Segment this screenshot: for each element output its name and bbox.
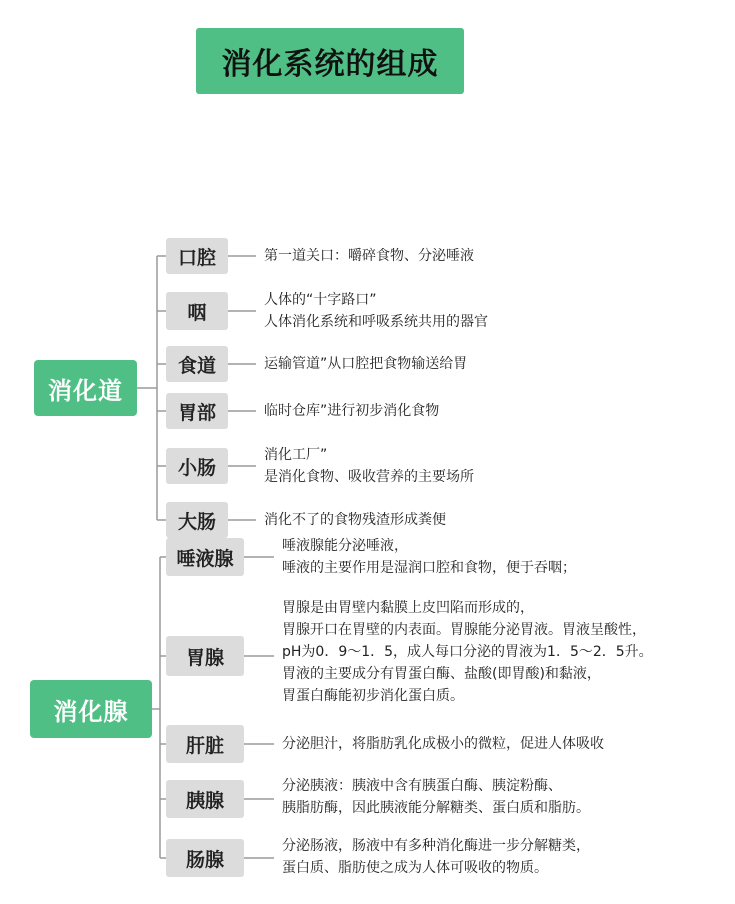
desc-pharynx [264, 289, 488, 333]
desc-gastric-gland [282, 597, 653, 707]
node-small-intestine: 小肠 [166, 448, 228, 484]
node-esophagus: 食道 [166, 346, 228, 382]
desc-line: 胃蛋白酶能初步消化蛋白质。 [282, 688, 464, 704]
desc-salivary-gland [282, 535, 576, 579]
desc-line: 人体的“十字路口” [264, 292, 377, 308]
desc-line: 唾液的主要作用是湿润口腔和食物，便于吞咽； [282, 560, 576, 576]
desc-line: 临时仓库”进行初步消化食物 [264, 403, 440, 419]
desc-large-intestine [264, 509, 446, 531]
desc-line: 运输管道”从口腔把食物输送给胃 [264, 356, 468, 372]
desc-oral-cavity [264, 245, 474, 267]
desc-stomach [264, 400, 439, 422]
desc-line: 分泌胰液：胰液中含有胰蛋白酶、胰淀粉酶、 [282, 778, 562, 794]
desc-line: 胃液的主要成分有胃蛋白酶、盐酸(即胃酸)和黏液， [282, 666, 601, 682]
desc-line: 消化工厂” [264, 447, 328, 463]
node-pancreas: 胰腺 [166, 780, 244, 818]
desc-line: pH为0．9～1．5，成人每口分泌的胃液为1．5～2．5升。 [282, 644, 653, 660]
diagram-title: 消化系统的组成 [196, 28, 464, 94]
desc-line: 是消化食物、吸收营养的主要场所 [264, 469, 474, 485]
desc-line: 蛋白质、脂肪使之成为人体可吸收的物质。 [282, 860, 548, 876]
node-stomach: 胃部 [166, 393, 228, 429]
desc-liver [282, 733, 604, 755]
desc-line: 胃腺是由胃壁内黏膜上皮凹陷而形成的， [282, 600, 534, 616]
node-large-intestine: 大肠 [166, 502, 228, 538]
desc-line: 唾液腺能分泌唾液， [282, 538, 408, 554]
desc-line: 胰脂肪酶，因此胰液能分解糖类、蛋白质和脂肪。 [282, 800, 590, 816]
node-pharynx: 咽 [166, 292, 228, 330]
node-liver: 肝脏 [166, 725, 244, 763]
desc-esophagus [264, 353, 467, 375]
node-gastric-gland: 胃腺 [166, 636, 244, 676]
desc-line: 第一道关口：嚼碎食物、分泌唾液 [264, 248, 474, 264]
desc-line: 分泌肠液，肠液中有多种消化酶进一步分解糖类， [282, 838, 590, 854]
desc-line: 分泌胆汁，将脂肪乳化成极小的微粒，促进人体吸收 [282, 736, 604, 752]
node-oral-cavity: 口腔 [166, 238, 228, 274]
desc-pancreas [282, 775, 590, 819]
desc-line: 人体消化系统和呼吸系统共用的器官 [264, 314, 488, 330]
node-intestinal-gland: 肠腺 [166, 839, 244, 877]
node-salivary-gland: 唾液腺 [166, 538, 244, 576]
group-root-digestive-glands: 消化腺 [30, 680, 152, 738]
desc-line: 消化不了的食物残渣形成粪便 [264, 512, 446, 528]
desc-line: 胃腺开口在胃壁的内表面。胃腺能分泌胃液。胃液呈酸性， [282, 622, 646, 638]
desc-small-intestine [264, 444, 474, 488]
desc-intestinal-gland [282, 835, 590, 879]
group-root-digestive-tract: 消化道 [34, 360, 137, 416]
